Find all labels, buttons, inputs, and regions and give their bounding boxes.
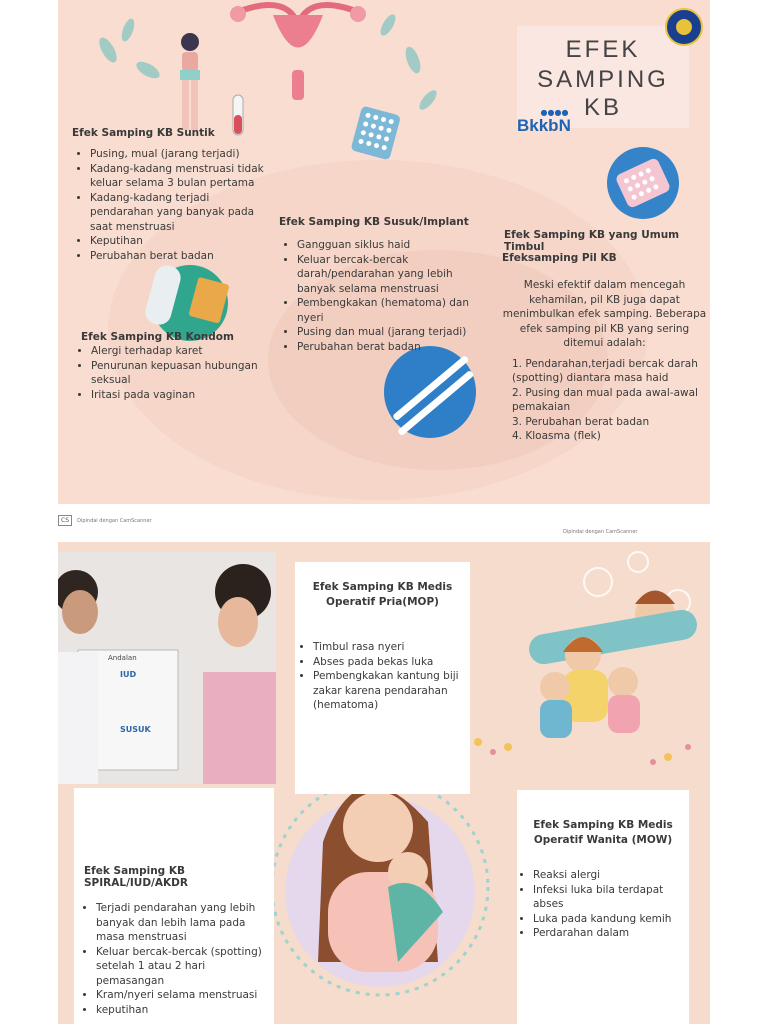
pil-list — [502, 357, 707, 444]
bkkbn-logo-text: BkkbN — [517, 116, 571, 135]
list-item: • Timbul rasa nyeri — [313, 640, 470, 655]
pil-intro: Meski efektif dalam mencegah kehamilan, pil KB juga dapat menimbulkan efek samping. Beberapa efek samping pil KB yang sering ditemui adalah: — [502, 279, 707, 349]
flipchart-label-susuk: SUSUK — [120, 725, 151, 734]
list-item: • Kadang-kadang menstruasi tidak keluar selama 3 bulan pertama — [90, 162, 267, 191]
pil-heading: Efeksamping Pil KB — [502, 252, 617, 264]
iud-heading: Efek Samping KB SPIRAL/IUD/AKDR — [84, 865, 188, 889]
pill-pack-icon — [607, 147, 679, 219]
list-item: • Iritasi pada vaginan — [91, 388, 271, 403]
card-mop — [295, 562, 470, 794]
susuk-list — [279, 238, 469, 354]
list-item: • Luka pada kandung kemih — [533, 912, 689, 927]
list-item: • Keputihan — [90, 234, 267, 249]
list-item: 3. Perubahan berat badan — [512, 415, 707, 430]
umum-heading: Efek Samping KB yang Umum Timbul — [504, 229, 680, 253]
camscanner-icon: CS — [58, 515, 72, 526]
list-item: • Kadang-kadang terjadi pendarahan yang banyak pada saat menstruasi — [90, 191, 267, 235]
institution-emblem-icon — [665, 8, 703, 46]
bkkbn-logo: ●●●● BkkbN — [517, 108, 592, 136]
list-item: • Pusing, mual (jarang terjadi) — [90, 147, 267, 162]
list-item: • Abses pada bekas luka — [313, 655, 470, 670]
list-item: • Perdarahan dalam — [533, 926, 689, 941]
list-item: • Keluar bercak-bercak (spotting) setelah 1 atau 2 hari pemasangan — [96, 945, 274, 989]
section-kondom — [81, 331, 271, 402]
mop-heading: Efek Samping KB Medis Operatif Pria(MOP) — [312, 581, 453, 608]
section-pil — [502, 252, 707, 444]
mother-baby-illustration — [272, 779, 488, 995]
list-item: • Reaksi alergi — [533, 868, 689, 883]
section-suntik — [72, 127, 267, 263]
kondom-heading: Efek Samping KB Kondom — [81, 331, 234, 343]
kondom-list — [81, 344, 271, 402]
uterus-illustration — [230, 5, 366, 100]
list-item: • Perubahan berat badan — [297, 340, 469, 355]
list-item: • Pembengkakan kantung biji zakar karena pendarahan (hematoma) — [313, 669, 470, 713]
title-line-1: EFEK — [565, 36, 641, 63]
list-item: 2. Pusing dan mual pada awal-awal pemakaian — [512, 386, 707, 415]
section-umum — [504, 229, 709, 253]
flipchart-label-iud: IUD — [120, 670, 137, 679]
page-1 — [58, 0, 710, 504]
woman-illustration — [180, 33, 200, 130]
family-illustration — [474, 591, 699, 766]
title-line-2: SAMPING KB — [537, 66, 669, 121]
list-item: • Terjadi pendarahan yang lebih banyak dan lebih lama pada masa menstruasi — [96, 901, 274, 945]
scanner-text-left: Dipindai dengan CamScanner — [77, 518, 152, 524]
section-susuk — [279, 216, 469, 354]
suntik-heading: Efek Samping KB Suntik — [72, 127, 215, 139]
list-item: • Penurunan kepuasan hubungan seksual — [91, 359, 271, 388]
list-item: • Gangguan siklus haid — [297, 238, 469, 253]
list-item: 1. Pendarahan,terjadi bercak darah (spotting) diantara masa haid — [512, 357, 707, 386]
card-mow — [517, 790, 689, 1024]
list-item: • Keluar bercak-bercak darah/pendarahan yang lebih banyak selama menstruasi — [297, 253, 469, 297]
mop-list — [295, 640, 470, 713]
scanner-mark-left — [58, 507, 152, 526]
page-2 — [58, 542, 710, 1024]
card-iud — [74, 788, 274, 1024]
mow-heading: Efek Samping KB Medis Operatif Wanita (MOW) — [533, 819, 673, 846]
iud-list — [74, 901, 274, 1017]
list-item: • Kram/nyeri selama menstruasi — [96, 988, 274, 1003]
scanner-text-right: Dipindai dengan CamScanner — [563, 529, 638, 535]
list-item: • Pembengkakan (hematoma) dan nyeri — [297, 296, 469, 325]
suntik-list — [72, 147, 267, 263]
list-item: • Pusing dan mual (jarang terjadi) — [297, 325, 469, 340]
list-item: • Perubahan berat badan — [90, 249, 267, 264]
list-item: • keputihan — [96, 1003, 274, 1018]
flipchart-brand: Andalan — [108, 654, 137, 662]
list-item: 4. Kloasma (flek) — [512, 429, 707, 444]
list-item: • Infeksi luka bila terdapat abses — [533, 883, 689, 912]
implant-icon — [384, 346, 476, 438]
list-item: • Alergi terhadap karet — [91, 344, 271, 359]
mow-list — [517, 868, 689, 941]
susuk-heading: Efek Samping KB Susuk/Implant — [279, 216, 469, 228]
